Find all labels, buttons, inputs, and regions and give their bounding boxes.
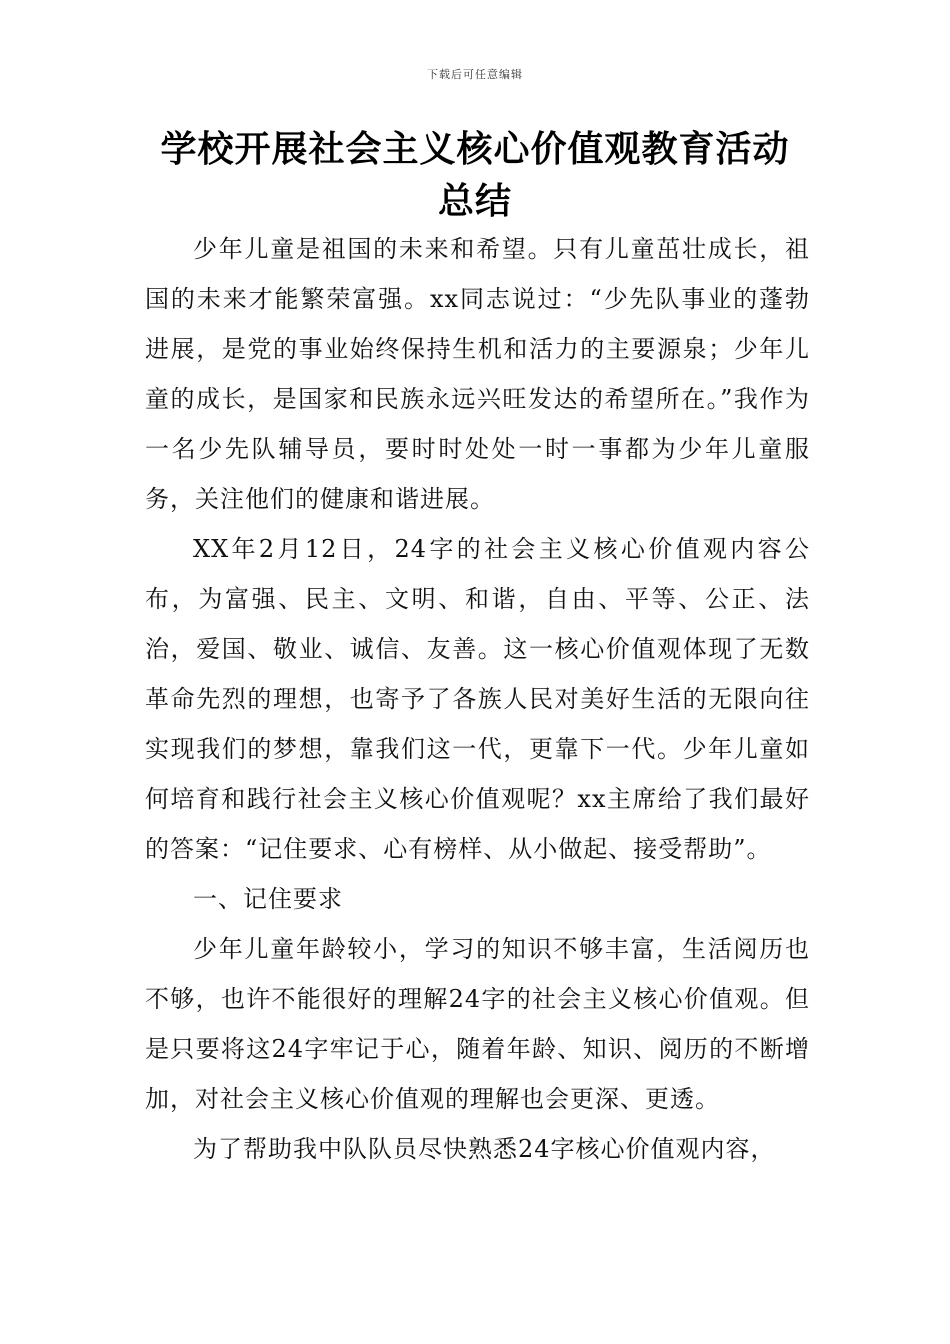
document-body — [145, 224, 810, 1174]
header-note: 下载后可任意编辑 — [427, 68, 523, 81]
paragraph-core-values: XX年2月12日，24字的社会主义核心价值观内容公布，为富强、民主、文明、和谐，自由、平等、公正、法治，爱国、敬业、诚信、友善。这一核心价值观体现了无数革命先烈的理想，也寄予了各族人民对美好生活的无限向往实现我们的梦想，靠我们这一代，更靠下一代。少年儿童如何培育和践行社会主义核心价值观呢？xx主席给了我们最好的答案：“记住要求、心有榜样、从小做起、接受帮助”。 — [145, 535, 810, 863]
paragraph-remember-requirements: 少年儿童年龄较小，学习的知识不够丰富，生活阅历也不够，也许不能很好的理解24字的社会主义核心价值观。但是只要将这24字牢记于心，随着年龄、知识、阅历的不断增加，对社会主义核心价值观的理解也会更深、更透。 — [145, 935, 810, 1113]
paragraph-intro: 少年儿童是祖国的未来和希望。只有儿童茁壮成长，祖国的未来才能繁荣富强。xx同志说过：“少先队事业的蓬勃进展，是党的事业始终保持生机和活力的主要源泉；少年儿童的成长，是国家和民族永远兴旺发达的希望所在。”我作为一名少先队辅导员，要时时处处一时一事都为少年儿童服务，关注他们的健康和谐进展。 — [145, 235, 810, 513]
document-title: 学校开展社会主义核心价值观教育活动总结 — [160, 129, 790, 222]
section-heading-remember-requirements: 一、记住要求 — [193, 885, 343, 913]
paragraph-help-team-members: 为了帮助我中队队员尽快熟悉24字核心价值观内容， — [193, 1135, 776, 1163]
